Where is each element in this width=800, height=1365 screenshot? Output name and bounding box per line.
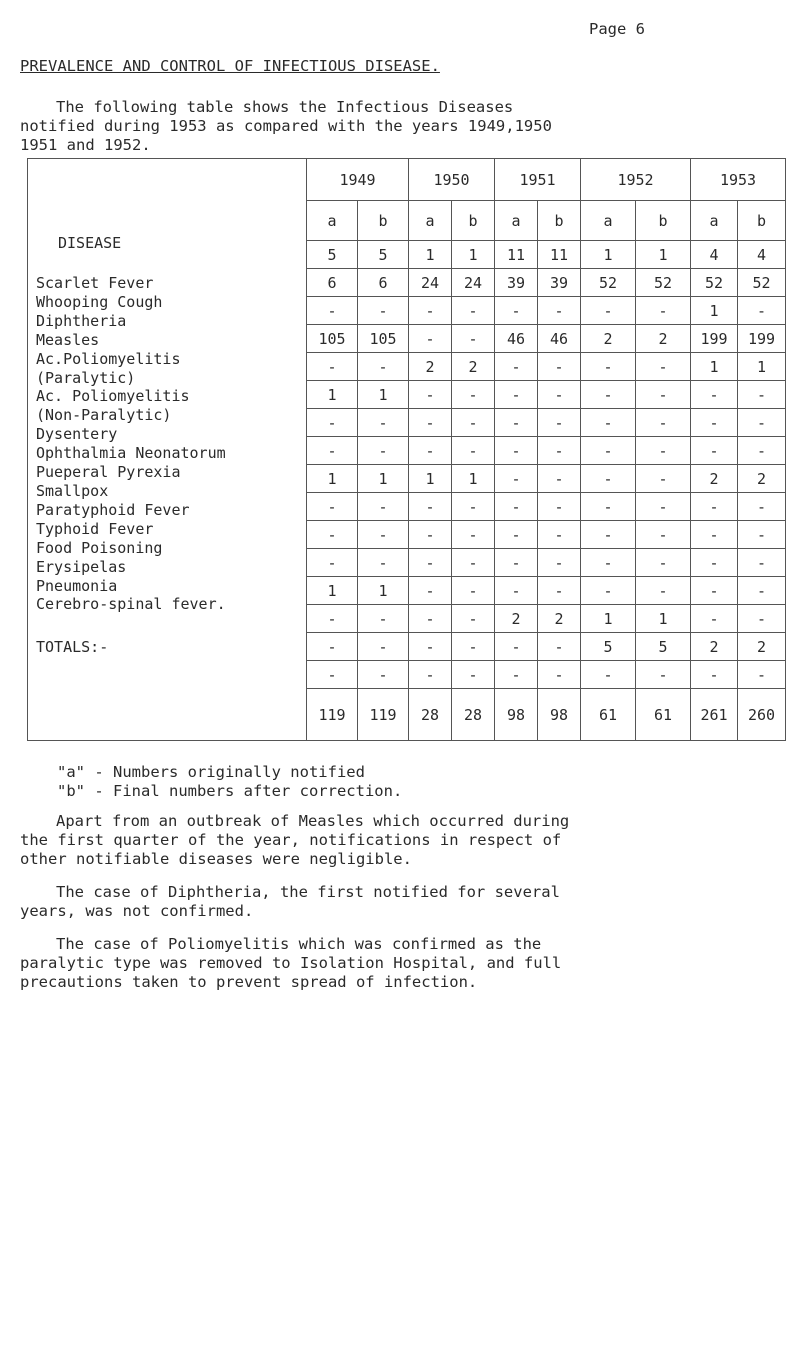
disease-name: Smallpox — [36, 481, 109, 500]
table-cell: - — [409, 661, 452, 689]
table-cell: - — [452, 437, 495, 465]
table-cell: - — [691, 605, 738, 633]
table-cell: - — [581, 353, 636, 381]
table-cell: 11 — [495, 241, 538, 269]
table-cell: 1 — [409, 241, 452, 269]
table-cell: - — [358, 633, 409, 661]
table-cell: - — [452, 605, 495, 633]
disease-name: Cerebro-spinal fever. — [36, 595, 226, 614]
table-cell: 1 — [409, 465, 452, 493]
paragraph-line: years, was not confirmed. — [20, 902, 254, 920]
table-cell: 1 — [307, 381, 358, 409]
table-cell: - — [691, 521, 738, 549]
table-cell: - — [452, 493, 495, 521]
sub-header-b: b — [636, 201, 691, 241]
sub-header-b: b — [358, 201, 409, 241]
table-cell: - — [409, 549, 452, 577]
table-cell: 199 — [691, 325, 738, 353]
table-cell: - — [581, 661, 636, 689]
table-cell: 105 — [358, 325, 409, 353]
table-cell: - — [307, 549, 358, 577]
table-cell: - — [538, 437, 581, 465]
table-cell: 1 — [636, 241, 691, 269]
table-cell: - — [358, 437, 409, 465]
table-cell: - — [452, 409, 495, 437]
table-cell: - — [581, 437, 636, 465]
table-cell: 2 — [636, 325, 691, 353]
table-cell: 1 — [691, 353, 738, 381]
table-cell: - — [538, 465, 581, 493]
table-cell: 199 — [738, 325, 786, 353]
table-cell: - — [409, 297, 452, 325]
table-cell: - — [358, 353, 409, 381]
table-cell: - — [538, 381, 581, 409]
table-cell: - — [307, 353, 358, 381]
disease-list — [36, 274, 306, 614]
intro-line: notified during 1953 as compared with the years 1949,1950 — [20, 117, 552, 135]
table-cell: - — [581, 521, 636, 549]
intro-line: The following table shows the Infectious Diseases — [56, 98, 514, 116]
table-cell: - — [409, 521, 452, 549]
table-cell: - — [358, 605, 409, 633]
table-cell: - — [495, 297, 538, 325]
table-cell: - — [452, 633, 495, 661]
sub-header-a: a — [409, 201, 452, 241]
disease-name: Erysipelas — [36, 557, 127, 576]
year-header: 1952 — [581, 159, 691, 201]
table-cell: 2 — [691, 633, 738, 661]
table-cell: - — [358, 549, 409, 577]
total-cell: 61 — [581, 689, 636, 741]
table-cell: - — [738, 297, 786, 325]
paragraph-line: the first quarter of the year, notifications in respect of — [20, 831, 562, 849]
disease-name: Pneumonia — [36, 576, 118, 595]
disease-column-header: DISEASE — [58, 234, 122, 252]
disease-name: Paratyphoid Fever — [36, 500, 190, 519]
table-cell: - — [581, 297, 636, 325]
intro-line: 1951 and 1952. — [20, 136, 151, 154]
table-cell: 2 — [738, 633, 786, 661]
table-cell: - — [409, 605, 452, 633]
table-cell: - — [538, 577, 581, 605]
footnote-b: "b" - Final numbers after correction. — [57, 782, 403, 800]
table-cell: - — [581, 577, 636, 605]
disease-name: Typhoid Fever — [36, 519, 154, 538]
paragraph-line: other notifiable diseases were negligible. — [20, 850, 412, 868]
disease-name: (Non-Paralytic) — [36, 406, 172, 425]
table-cell: 5 — [581, 633, 636, 661]
table-cell: 2 — [691, 465, 738, 493]
table-cell: - — [738, 521, 786, 549]
table-cell: 52 — [636, 269, 691, 297]
table-cell: 52 — [581, 269, 636, 297]
table-cell: - — [538, 493, 581, 521]
table-cell: - — [307, 633, 358, 661]
table-cell: - — [358, 409, 409, 437]
table-cell: - — [358, 521, 409, 549]
sub-header-a: a — [307, 201, 358, 241]
table-cell: - — [409, 577, 452, 605]
table-cell: - — [495, 437, 538, 465]
disease-table — [27, 158, 786, 741]
page-number: Page 6 — [589, 20, 645, 38]
table-cell: - — [636, 437, 691, 465]
table-cell: 46 — [495, 325, 538, 353]
table-cell: - — [636, 577, 691, 605]
table-cell: 46 — [538, 325, 581, 353]
table-cell: - — [636, 493, 691, 521]
table-cell: 4 — [738, 241, 786, 269]
table-cell: - — [636, 465, 691, 493]
year-header: 1951 — [495, 159, 581, 201]
table-cell: 39 — [495, 269, 538, 297]
table-cell: 1 — [358, 465, 409, 493]
total-cell: 260 — [738, 689, 786, 741]
table-cell: - — [581, 549, 636, 577]
table-cell: 2 — [495, 605, 538, 633]
table-cell: - — [538, 633, 581, 661]
page-heading: PREVALENCE AND CONTROL OF INFECTIOUS DISEASE. — [20, 57, 440, 75]
table-cell: 6 — [307, 269, 358, 297]
table-cell: - — [495, 465, 538, 493]
year-header: 1953 — [691, 159, 786, 201]
total-cell: 119 — [307, 689, 358, 741]
disease-name: Ac. Poliomyelitis — [36, 387, 190, 406]
table-cell: - — [307, 605, 358, 633]
year-header: 1949 — [307, 159, 409, 201]
total-cell: 98 — [538, 689, 581, 741]
table-cell: 4 — [691, 241, 738, 269]
paragraph-line: Apart from an outbreak of Measles which occurred during — [56, 812, 570, 830]
table-cell: - — [738, 549, 786, 577]
table-cell: - — [538, 409, 581, 437]
table-cell: - — [691, 381, 738, 409]
table-cell: 52 — [691, 269, 738, 297]
table-cell: - — [358, 493, 409, 521]
table-cell: 24 — [452, 269, 495, 297]
table-cell: - — [452, 661, 495, 689]
disease-name: Ac.Poliomyelitis — [36, 349, 181, 368]
disease-name: Measles — [36, 330, 100, 349]
table-cell: - — [409, 325, 452, 353]
table-cell: - — [495, 549, 538, 577]
table-cell: - — [495, 409, 538, 437]
table-cell: - — [581, 381, 636, 409]
table-cell: 11 — [538, 241, 581, 269]
table-cell: - — [538, 661, 581, 689]
total-cell: 98 — [495, 689, 538, 741]
table-cell: - — [307, 297, 358, 325]
table-cell: - — [738, 577, 786, 605]
table-cell: 1 — [581, 241, 636, 269]
table-cell: 105 — [307, 325, 358, 353]
table-cell: 6 — [358, 269, 409, 297]
table-cell: - — [636, 353, 691, 381]
table-cell: - — [538, 353, 581, 381]
disease-name: Pueperal Pyrexia — [36, 463, 181, 482]
table-cell: - — [452, 577, 495, 605]
table-cell: - — [738, 381, 786, 409]
table-cell: - — [691, 549, 738, 577]
table-cell: 2 — [538, 605, 581, 633]
table-cell: - — [738, 437, 786, 465]
table-cell: 2 — [409, 353, 452, 381]
table-cell: - — [495, 493, 538, 521]
sub-header-b: b — [452, 201, 495, 241]
table-cell: - — [691, 493, 738, 521]
sub-header-b: b — [738, 201, 786, 241]
table-cell: - — [452, 325, 495, 353]
table-cell: 5 — [307, 241, 358, 269]
table-cell: 1 — [307, 465, 358, 493]
table-cell: 1 — [636, 605, 691, 633]
table-cell: - — [636, 409, 691, 437]
total-cell: 28 — [409, 689, 452, 741]
total-cell: 28 — [452, 689, 495, 741]
footnote-a: "a" - Numbers originally notified — [57, 763, 365, 781]
disease-name: (Paralytic) — [36, 368, 136, 387]
table-cell: - — [452, 549, 495, 577]
sub-header-b: b — [538, 201, 581, 241]
table-cell: - — [581, 493, 636, 521]
table-cell: - — [307, 661, 358, 689]
table-cell: - — [495, 661, 538, 689]
table-cell: - — [538, 549, 581, 577]
totals-label: TOTALS:- — [36, 638, 109, 657]
table-cell: - — [495, 381, 538, 409]
table-cell: 39 — [538, 269, 581, 297]
table-cell: - — [636, 661, 691, 689]
disease-name: Scarlet Fever — [36, 274, 154, 292]
table-cell: - — [738, 605, 786, 633]
table-cell: - — [738, 661, 786, 689]
table-cell: 1 — [358, 381, 409, 409]
disease-name: Whooping Cough — [36, 292, 163, 311]
table-cell: - — [358, 297, 409, 325]
table-cell: - — [409, 381, 452, 409]
table-cell: - — [307, 409, 358, 437]
disease-name: Food Poisoning — [36, 538, 163, 557]
table-cell: - — [636, 549, 691, 577]
table-cell: - — [581, 465, 636, 493]
paragraph-line: paralytic type was removed to Isolation Hospital, and full — [20, 954, 562, 972]
sub-header-a: a — [691, 201, 738, 241]
table-cell: - — [636, 297, 691, 325]
table-cell: - — [452, 297, 495, 325]
table-cell: 52 — [738, 269, 786, 297]
table-cell: 2 — [738, 465, 786, 493]
table-cell: - — [691, 577, 738, 605]
table-cell: - — [495, 633, 538, 661]
table-cell: 1 — [581, 605, 636, 633]
table-cell: - — [409, 493, 452, 521]
table-cell: - — [691, 661, 738, 689]
sub-header-a: a — [581, 201, 636, 241]
table-cell: - — [738, 493, 786, 521]
table-cell: - — [307, 521, 358, 549]
table-cell: - — [538, 521, 581, 549]
table-cell: 1 — [358, 577, 409, 605]
table-cell: - — [495, 353, 538, 381]
table-cell: - — [691, 437, 738, 465]
table-cell: - — [307, 437, 358, 465]
year-header: 1950 — [409, 159, 495, 201]
sub-header-a: a — [495, 201, 538, 241]
table-cell: 1 — [452, 241, 495, 269]
table-cell: - — [409, 437, 452, 465]
table-cell: - — [538, 297, 581, 325]
table-cell: 2 — [581, 325, 636, 353]
table-cell: 24 — [409, 269, 452, 297]
table-body — [28, 159, 786, 741]
paragraph-line: The case of Diphtheria, the first notified for several — [56, 883, 560, 901]
table-cell: 1 — [691, 297, 738, 325]
table-cell: - — [495, 577, 538, 605]
table-cell: - — [409, 409, 452, 437]
paragraph-line: precautions taken to prevent spread of infection. — [20, 973, 478, 991]
table-cell: - — [307, 493, 358, 521]
table-cell: - — [691, 409, 738, 437]
table-cell: - — [636, 521, 691, 549]
table-cell: - — [581, 409, 636, 437]
table-cell: 1 — [307, 577, 358, 605]
table-cell: - — [358, 661, 409, 689]
disease-name: Diphtheria — [36, 311, 127, 330]
table-cell: 2 — [452, 353, 495, 381]
table-cell: 1 — [738, 353, 786, 381]
table-cell: 5 — [358, 241, 409, 269]
total-cell: 261 — [691, 689, 738, 741]
paragraph-line: The case of Poliomyelitis which was confirmed as the — [56, 935, 542, 953]
table-cell: - — [738, 409, 786, 437]
table-cell: - — [636, 381, 691, 409]
total-cell: 119 — [358, 689, 409, 741]
total-cell: 61 — [636, 689, 691, 741]
table-cell: - — [452, 521, 495, 549]
disease-name: Ophthalmia Neonatorum — [36, 444, 226, 463]
table-cell: - — [495, 521, 538, 549]
table-cell: 1 — [452, 465, 495, 493]
table-cell: - — [452, 381, 495, 409]
table-cell: 5 — [636, 633, 691, 661]
disease-name: Dysentery — [36, 425, 118, 444]
table-cell: - — [409, 633, 452, 661]
